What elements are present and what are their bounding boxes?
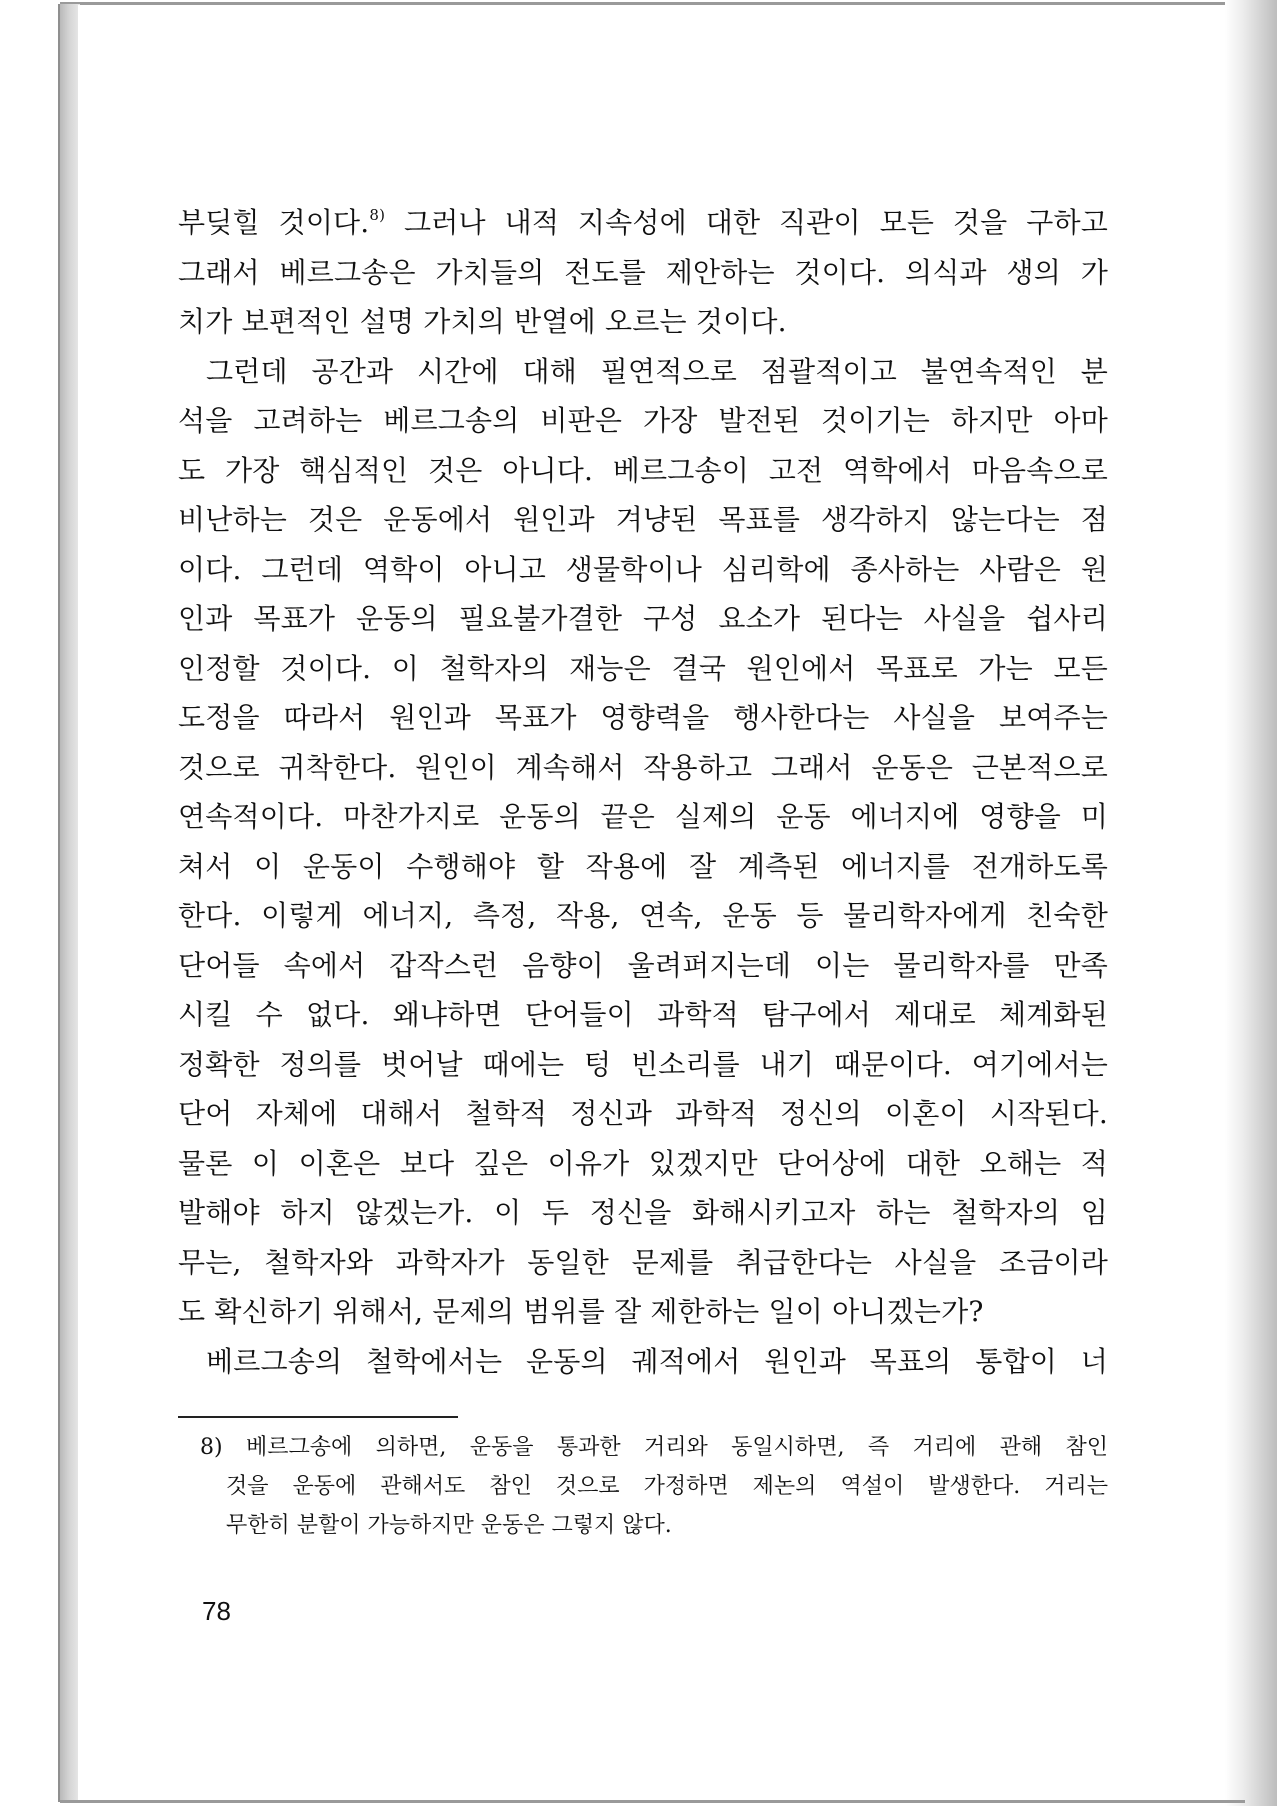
body-text (178, 198, 1108, 1386)
text-line: 치가 보편적인 설명 가치의 반열에 오르는 것이다. (178, 305, 787, 338)
footnote-line: 8) 베르그송에 의하면, 운동을 통과한 거리와 동일시하면, 즉 거리에 관해 참인 (200, 1435, 1108, 1460)
text-line: 무는, 철학자와 과학자가 동일한 문제를 취급한다는 사실을 조금이라 (178, 1245, 1108, 1279)
text-line: 시킬 수 없다. 왜냐하면 단어들이 과학적 탐구에서 제대로 체계화된 (178, 998, 1108, 1031)
page-right-shadow (1225, 0, 1277, 1806)
text-line: 인과 목표가 운동의 필요불가결한 구성 요소가 된다는 사실을 쉽사리 (178, 602, 1108, 635)
text-line: 도 가장 핵심적인 것은 아니다. 베르그송이 고전 역학에서 마음속으로 (178, 453, 1108, 487)
text-line: 발해야 하지 않겠는가. 이 두 정신을 화해시키고자 하는 철학자의 임 (178, 1196, 1108, 1229)
text-line: 정확한 정의를 벗어날 때에는 텅 빈소리를 내기 때문이다. 여기에서는 (178, 1047, 1108, 1081)
book-spine-edge (58, 4, 80, 1802)
text-line: 쳐서 이 운동이 수행해야 할 작용에 잘 계측된 에너지를 전개하도록 (178, 849, 1108, 883)
text-line: 베르그송의 철학에서는 운동의 궤적에서 원인과 목표의 통합이 너 (206, 1344, 1108, 1378)
text-line: 단어들 속에서 갑작스런 음향이 울려퍼지는데 이는 물리학자를 만족 (178, 948, 1108, 982)
text-line (178, 198, 1108, 248)
text-line: 그래서 베르그송은 가치들의 전도를 제안하는 것이다. 의식과 생의 가 (178, 255, 1108, 289)
text-line: 도정을 따라서 원인과 목표가 영향력을 행사한다는 사실을 보여주는 (178, 701, 1108, 734)
text-line-part: 그러나 내적 지속성에 대한 직관이 모든 것을 구하고 (385, 206, 1108, 239)
footnote-separator (178, 1416, 458, 1418)
text-line: 것으로 귀착한다. 원인이 계속해서 작용하고 그래서 운동은 근본적으로 (178, 750, 1108, 784)
text-line: 석을 고려하는 베르그송의 비판은 가장 발전된 것이기는 하지만 아마 (178, 404, 1108, 437)
text-line-part: 부딪힐 것이다. (178, 206, 370, 239)
text-line: 인정할 것이다. 이 철학자의 재능은 결국 원인에서 목표로 가는 모든 (178, 651, 1108, 685)
text-line: 이다. 그런데 역학이 아니고 생물학이나 심리학에 종사하는 사람은 원 (178, 552, 1108, 586)
footnote-reference: 8) (369, 205, 386, 224)
text-line: 물론 이 이혼은 보다 깊은 이유가 있겠지만 단어상에 대한 오해는 적 (178, 1146, 1108, 1180)
footnote (200, 1428, 1108, 1545)
text-line: 비난하는 것은 운동에서 원인과 겨냥된 목표를 생각하지 않는다는 점 (178, 503, 1108, 536)
text-line: 도 확신하기 위해서, 문제의 범위를 잘 제한하는 일이 아니겠는가? (178, 1295, 984, 1328)
text-line: 한다. 이렇게 에너지, 측정, 작용, 연속, 운동 등 물리학자에게 친숙한 (178, 899, 1108, 932)
page-number: 78 (202, 1596, 231, 1626)
footnote-line: 무한히 분할이 가능하지만 운동은 그렇지 않다. (226, 1513, 672, 1538)
text-line: 연속적이다. 마찬가지로 운동의 끝은 실제의 운동 에너지에 영향을 미 (178, 800, 1108, 833)
text-line: 그런데 공간과 시간에 대해 필연적으로 점괄적이고 불연속적인 분 (206, 354, 1108, 388)
page-bottom-edge (60, 1800, 1245, 1803)
footnote-line: 것을 운동에 관해서도 참인 것으로 가정하면 제논의 역설이 발생한다. 거리는 (226, 1474, 1108, 1499)
text-line: 단어 자체에 대해서 철학적 정신과 과학적 정신의 이혼이 시작된다. (178, 1097, 1108, 1130)
